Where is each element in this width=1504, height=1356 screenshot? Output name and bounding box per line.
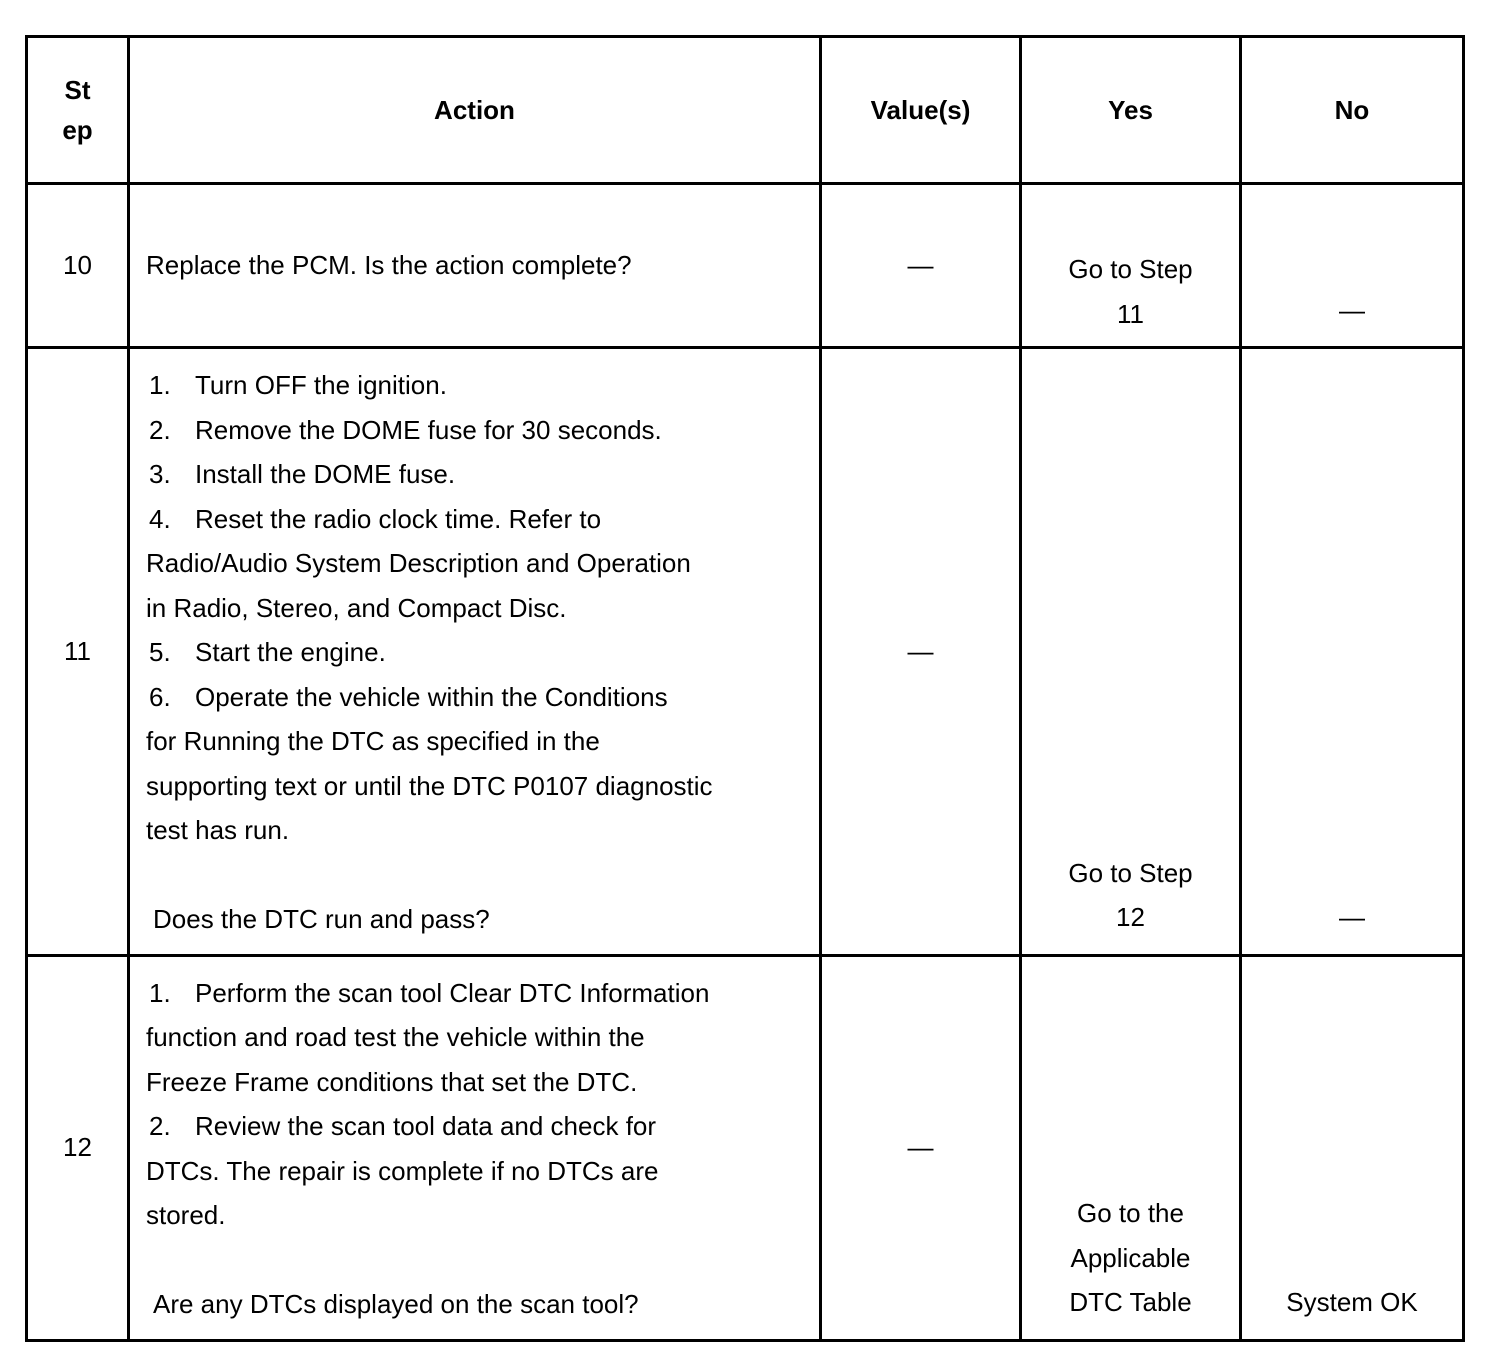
action-question: Does the DTC run and pass? xyxy=(153,904,490,934)
yes-line: DTC Table xyxy=(1069,1287,1192,1317)
action-continuation: Radio/Audio System Description and Operation xyxy=(146,548,691,578)
header-row xyxy=(27,37,1464,184)
yes-line: Go to Step xyxy=(1068,254,1193,284)
diagnostic-table xyxy=(25,35,1465,1342)
action-item: 5. Start the engine. xyxy=(149,637,386,667)
value-cell: — xyxy=(821,184,1021,348)
table-row xyxy=(27,184,1464,348)
yes-cell[interactable] xyxy=(1021,184,1241,348)
action-continuation: Freeze Frame conditions that set the DTC. xyxy=(146,1066,638,1097)
table-row xyxy=(27,955,1464,1340)
action-item: 6. Operate the vehicle within the Conditions xyxy=(149,681,668,712)
no-cell: — xyxy=(1241,348,1464,956)
action-cell xyxy=(129,348,821,956)
yes-cell[interactable] xyxy=(1021,955,1241,1340)
yes-cell[interactable] xyxy=(1021,348,1241,956)
action-cell xyxy=(129,955,821,1340)
header-yes: Yes xyxy=(1021,37,1241,184)
action-continuation: test has run. xyxy=(146,815,290,845)
yes-line: Go to Step xyxy=(1068,857,1193,888)
no-cell: — xyxy=(1241,184,1464,348)
action-continuation: function and road test the vehicle within the xyxy=(146,1022,645,1052)
step-number: 12 xyxy=(27,955,129,1340)
action-cell xyxy=(129,184,821,348)
header-values: Value(s) xyxy=(821,37,1021,184)
header-step: Step xyxy=(27,37,129,184)
action-question: Are any DTCs displayed on the scan tool? xyxy=(153,1289,639,1319)
step-number: 11 xyxy=(27,348,129,956)
yes-line: 12 xyxy=(1116,902,1145,932)
value-cell: — xyxy=(821,348,1021,956)
action-continuation: in Radio, Stereo, and Compact Disc. xyxy=(146,592,567,623)
yes-line: 11 xyxy=(1117,298,1144,329)
action-item: 1. Turn OFF the ignition. xyxy=(149,370,447,400)
action-text: Replace the PCM. Is the action complete? xyxy=(146,250,632,281)
spacer xyxy=(146,1238,807,1283)
action-item: 1. Perform the scan tool Clear DTC Information xyxy=(149,977,710,1008)
value-cell: — xyxy=(821,955,1021,1340)
action-continuation: DTCs. The repair is complete if no DTCs are xyxy=(146,1155,659,1186)
action-item: 4. Reset the radio clock time. Refer to xyxy=(149,503,602,534)
action-continuation: for Running the DTC as specified in the xyxy=(146,726,600,756)
yes-line: Go to the xyxy=(1077,1198,1184,1228)
action-continuation: stored. xyxy=(146,1200,226,1230)
table-row xyxy=(27,348,1464,956)
step-number: 10 xyxy=(27,184,129,348)
action-item: 2. Review the scan tool data and check for xyxy=(149,1111,657,1141)
header-action: Action xyxy=(129,37,821,184)
action-item: 2. Remove the DOME fuse for 30 seconds. xyxy=(149,414,662,445)
no-cell: System OK xyxy=(1241,955,1464,1340)
spacer xyxy=(146,853,807,898)
action-continuation: supporting text or until the DTC P0107 diagnostic xyxy=(146,770,713,801)
header-no: No xyxy=(1241,37,1464,184)
action-item: 3. Install the DOME fuse. xyxy=(149,459,456,489)
yes-line: Applicable xyxy=(1070,1242,1191,1273)
